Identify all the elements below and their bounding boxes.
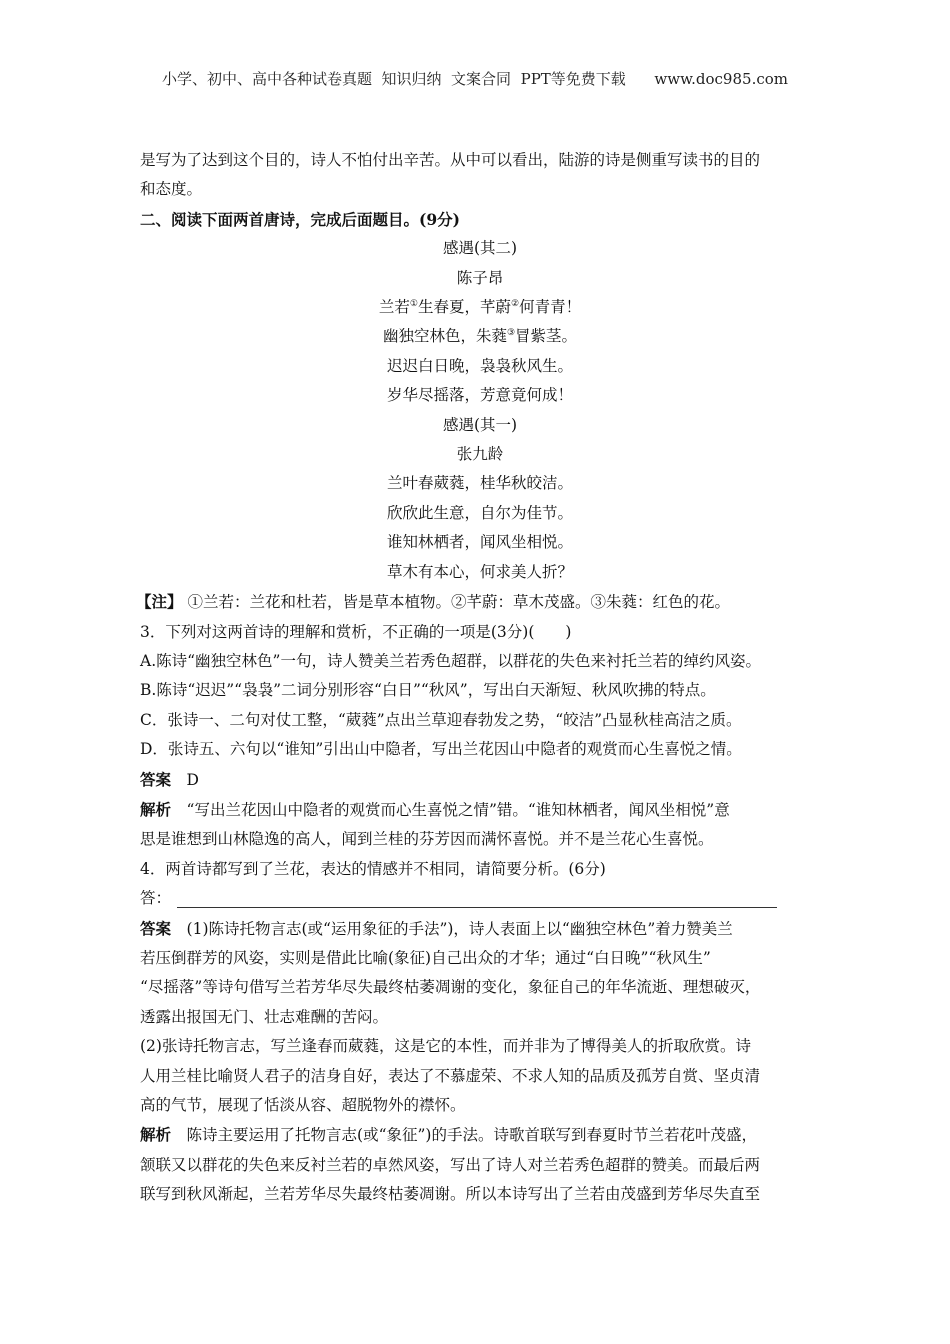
- q4-analysis-line-2: 颔联又以群花的失色来反衬兰若的卓然风姿，写出了诗人对兰若秀色超群的赞美。而最后两: [140, 1155, 761, 1174]
- question-3-stem: 3．下列对这两首诗的理解和赏析，不正确的一项是(3分)( ): [140, 622, 572, 641]
- q4-analysis-line-3: 联写到秋风渐起，兰若芳华尽失最终枯萎凋谢。所以本诗写出了兰若由茂盛到芳华尽失直至: [140, 1185, 761, 1204]
- poem-1-title: 感遇(其二): [442, 239, 518, 258]
- q4-answer-line-4: 透露出报国无门、壮志难酬的苦闷。: [140, 1007, 389, 1026]
- q4-answer-row: [140, 884, 820, 913]
- intro-line-1: 是写为了达到这个目的，诗人不怕付出辛苦。从中可以看出，陆游的诗是侧重写读书的目的: [140, 151, 761, 169]
- q4-answer-label: 答案: [140, 918, 172, 938]
- q4-answer-line-3: “尽摇落”等诗句借写兰若芳华尽失最终枯萎凋谢的变化，象征自己的年华流逝、理想破灭，: [140, 978, 761, 997]
- q3-option-b: B.陈诗“迟迟”“袅袅”二词分别形容“白日”“秋风”，写出白天渐短、秋风吹拂的特点。: [140, 681, 716, 700]
- q3-analysis-line-1: 解析 “写出兰花因山中隐者的观赏而心生喜悦之情”错。“谁知林栖者，闻风坐相悦”意: [140, 799, 730, 819]
- section-2-heading: 二、阅读下面两首唐诗，完成后面题目。(9分): [140, 209, 460, 229]
- q3-option-d: D．张诗五、六句以“谁知”引出山中隐者，写出兰花因山中隐者的观赏而心生喜悦之情。: [140, 740, 742, 759]
- poem-2-line-1: 兰叶春葳蕤，桂华秋皎洁。: [386, 474, 573, 493]
- q4-answer-prompt: 答：: [140, 889, 172, 908]
- q4-answer-line-2: 若压倒群芳的风姿，实则是借此比喻(象征)自己出众的才华；通过“白日晚”“秋风生”: [140, 948, 711, 967]
- poem-2: [140, 411, 820, 587]
- note-text: ①兰若：兰花和杜若，皆是草本植物。②芊蔚：草木茂盛。③朱蕤：红色的花。: [187, 593, 730, 612]
- poem-1-line-4: 岁华尽摇落，芳意竟何成！: [386, 386, 573, 405]
- intro-line-2: 和态度。: [140, 180, 203, 199]
- document-body: [136, 146, 820, 1210]
- poem-2-line-4: 草木有本心，何求美人折？: [386, 562, 573, 581]
- q3-answer-label: 答案: [140, 769, 172, 789]
- q3-answer: [140, 765, 820, 795]
- q4-answer-line-1: 答案 (1)陈诗托物言志(或“运用象征的手法”)，诗人表面上以“幽独空林色”着力赞美兰: [140, 918, 733, 938]
- page-header: 小学、初中、高中各种试卷真题 知识归纳 文案合同 PPT等免费下载 www.doc985.com: [161, 70, 788, 88]
- poem-2-author: 张九龄: [456, 445, 504, 464]
- q3-answer-value: D: [186, 770, 199, 789]
- poem-1-line-3: 迟迟白日晚，袅袅秋风生。: [386, 356, 573, 375]
- poem-2-title: 感遇(其一): [442, 415, 518, 434]
- poem-2-line-2: 欣欣此生意，自尔为佳节。: [386, 503, 573, 522]
- answer-blank-line[interactable]: [177, 891, 777, 908]
- poem-1-line-2: 幽独空林色，朱蕤③冒紫茎。: [382, 327, 578, 346]
- poem-1-line-1: 兰若①生春夏，芊蔚②何青青！: [378, 298, 582, 317]
- q3-option-c: C．张诗一、二句对仗工整，“葳蕤”点出兰草迎春勃发之势，“皎洁”凸显秋桂高洁之质。: [140, 710, 742, 729]
- q4-analysis-line-1: 解析 陈诗主要运用了托物言志(或“象征”)的手法。诗歌首联写到春夏时节兰若花叶茂盛，: [140, 1125, 757, 1145]
- q4-analysis-label: 解析: [140, 1125, 172, 1145]
- q4-answer-line-6: 人用兰桂比喻贤人君子的洁身自好，表达了不慕虚荣、不求人知的品质及孤芳自赏、坚贞清: [140, 1066, 761, 1085]
- poem-2-line-3: 谁知林栖者，闻风坐相悦。: [386, 533, 573, 552]
- question-4-stem: 4．两首诗都写到了兰花，表达的情感并不相同，请简要分析。(6分): [140, 859, 606, 878]
- footnote-marker-2: ②: [511, 298, 520, 309]
- q3-option-a: A.陈诗“幽独空林色”一句，诗人赞美兰若秀色超群，以群花的失色来衬托兰若的绰约风姿。: [140, 651, 761, 670]
- q4-answer-line-5: (2)张诗托物言志，写兰逢春而葳蕤，这是它的本性，而并非为了博得美人的折取欣赏。诗: [140, 1037, 751, 1056]
- footnote-marker-1: ①: [409, 298, 418, 309]
- q3-analysis-line-2: 思是谁想到山林隐逸的高人，闻到兰桂的芬芳因而满怀喜悦。并不是兰花心生喜悦。: [140, 830, 714, 849]
- poem-1: [140, 234, 820, 410]
- note-label: 【注】: [136, 592, 183, 612]
- annotation-note: [136, 587, 820, 617]
- footnote-marker-3: ③: [506, 328, 516, 339]
- poem-1-author: 陈子昂: [456, 268, 504, 287]
- q3-analysis-label: 解析: [140, 799, 172, 819]
- q4-answer-line-7: 高的气节，展现了恬淡从容、超脱物外的襟怀。: [140, 1096, 466, 1114]
